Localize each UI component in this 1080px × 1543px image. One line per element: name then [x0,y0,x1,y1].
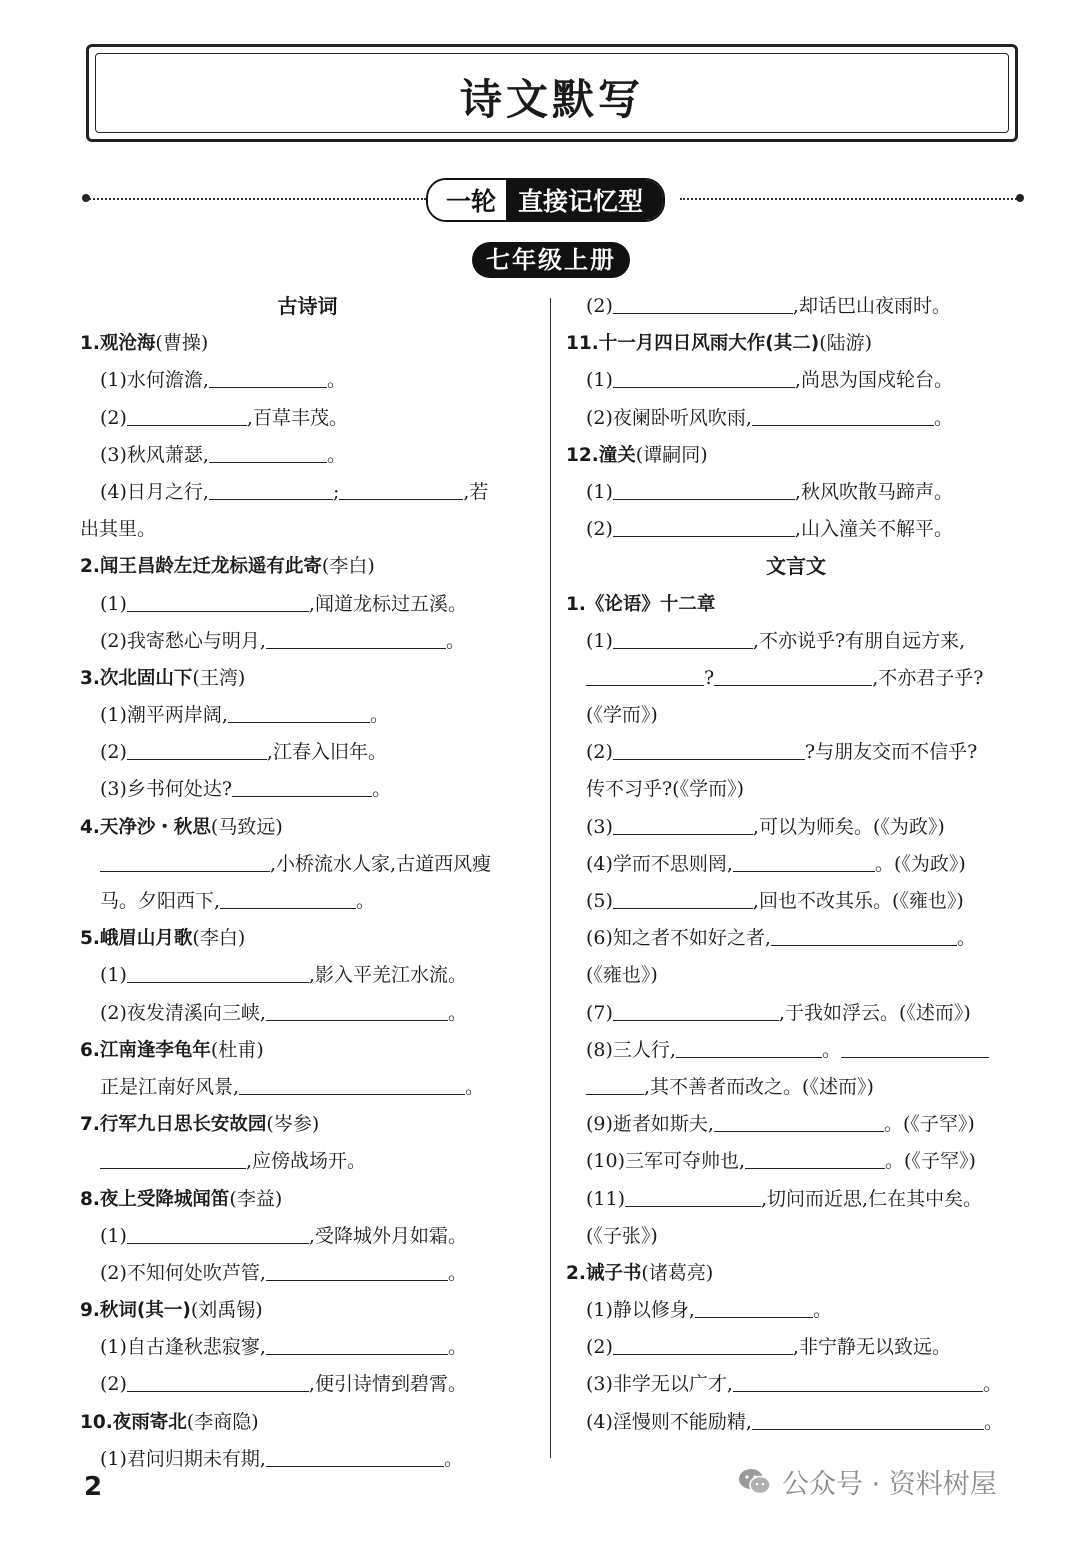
poem-title: 1.观沧海 [80,333,156,355]
fill-in-blank[interactable] [613,812,753,835]
poem-heading [566,1255,1026,1292]
exercise-line [80,734,535,771]
line-text: (2)夜发清溪向三峡, [100,1001,266,1024]
line-text: 。 [447,1001,467,1024]
fill-in-blank[interactable] [733,849,875,872]
line-text: (8)三人行, [586,1038,676,1061]
line-text: ,山入潼关不解平。 [794,518,953,541]
poem-author: (杜甫) [210,1038,264,1061]
line-text: 传不习乎?(《学而》) [586,778,745,801]
line-text: 。 [445,629,465,652]
line-text: ,却话巴山夜雨时。 [792,295,951,317]
poem-author: (李益) [229,1187,283,1210]
fill-in-blank[interactable] [625,1184,761,1207]
fill-in-blank[interactable] [127,403,247,426]
line-text: 。 [956,927,976,950]
exercise-line [80,846,535,883]
fill-in-blank[interactable] [695,1295,813,1318]
worksheet-page [28,20,1052,1530]
fill-in-blank[interactable] [127,960,309,983]
poem-author: (诸葛亮) [641,1261,714,1284]
line-text: ? [704,666,715,689]
line-text: 。 [812,1299,832,1322]
exercise-line [80,511,535,548]
line-text: (2) [586,1336,613,1359]
exercise-line [566,995,1026,1032]
line-text: (7) [586,1001,613,1024]
line-text: 。 [465,1075,485,1098]
wechat-icon [738,1467,772,1497]
exercise-line [566,1143,1026,1180]
exercise-line [80,995,535,1032]
poem-title: 2.闻王昌龄左迁龙标遥有此寄 [80,556,322,578]
poem-author: (李白) [192,927,246,950]
line-text: (1)潮平两岸阔, [100,704,228,727]
fill-in-blank[interactable] [733,1369,983,1392]
fill-in-blank[interactable] [239,1072,465,1095]
line-text: ,可以为师矣。(《为政》) [752,815,945,838]
exercise-line [566,1106,1026,1143]
section-heading [566,548,1026,585]
line-text: (9)逝者如斯夫, [586,1113,714,1136]
title-frame [86,44,1018,142]
line-text: (10)三军可夺帅也, [586,1150,746,1173]
column-divider [550,298,551,1458]
line-text: (1)静以修身, [586,1299,695,1322]
line-text: (1) [586,629,613,652]
line-text: (2)不知何处吹芦管, [100,1261,266,1284]
fill-in-blank[interactable] [266,998,448,1021]
exercise-line [80,400,535,437]
line-text: (3)秋风萧瑟, [100,443,209,466]
fill-in-blank[interactable] [613,886,753,909]
poem-title: 11.十一月四日风雨大作(其二) [566,333,820,355]
line-text: 。 [372,778,392,801]
line-text: (3)乡书何处达? [100,778,233,801]
poem-author: (王湾) [192,666,246,689]
exercise-line [566,660,1026,697]
page-title: 诗文默写 [459,75,644,124]
line-text: (4)学而不思则罔, [586,852,733,875]
line-text: ,非宁静无以致远。 [792,1336,951,1359]
exercise-line [80,437,535,474]
line-text: ,便引诗情到碧霄。 [308,1373,467,1396]
line-text: (2) [100,741,127,764]
line-text: 。 [447,1336,467,1359]
line-text: 出其里。 [80,518,157,541]
exercise-line [80,1069,535,1106]
exercise-line [566,362,1026,399]
line-text: 文言文 [766,554,826,579]
exercise-line [566,957,1026,994]
fill-in-blank[interactable] [752,1407,984,1430]
section-heading [80,288,535,325]
fill-in-blank[interactable] [100,1146,246,1169]
exercise-line [566,623,1026,660]
poem-author: (李商隐) [186,1410,259,1433]
exercise-line [566,809,1026,846]
line-text: ,影入平羌江水流。 [308,964,467,987]
exercise-line [566,771,1026,808]
exercise-line [80,1255,535,1292]
line-text: 。 [443,1447,463,1470]
poem-title: 12.潼关 [566,444,636,466]
line-text: 古诗词 [277,294,338,318]
watermark-text: 公众号 · 资料树屋 [782,1469,997,1500]
exercise-line [80,362,535,399]
poem-heading [80,1292,535,1329]
exercise-line [566,1032,1026,1069]
line-text: (5) [586,890,613,912]
line-text: ,切问而近思,仁在其中矣。 [761,1187,983,1210]
line-text: (1)君问归期未有期, [100,1447,266,1470]
line-text: 。 [356,890,376,912]
line-text: 。 [447,1261,467,1284]
line-text: ,若 [463,480,489,503]
poem-author: (陆游) [819,332,873,355]
line-text: (1)自古逢秋悲寂寥, [100,1336,266,1359]
fill-in-blank[interactable] [232,774,372,797]
poem-author: (刘禹锡) [190,1299,263,1322]
fill-in-blank[interactable] [127,1369,309,1392]
line-text: (2) [586,741,613,764]
exercise-line [566,920,1026,957]
fill-in-blank[interactable] [613,1332,793,1355]
line-text: ,江春入旧年。 [266,741,387,764]
line-text: ,其不善者而改之。(《述而》) [644,1075,874,1098]
page-number: 2 [84,1472,103,1502]
line-text: ?与朋友交而不信乎? [804,741,978,764]
fill-in-blank[interactable] [339,477,463,500]
exercise-line [566,1366,1026,1403]
left-column [80,288,535,1478]
fill-in-blank[interactable] [127,589,309,612]
line-text: (1) [586,480,613,503]
fill-in-blank[interactable] [676,1035,822,1058]
line-text: ,小桥流水人家,古道西风瘦 [270,852,492,875]
poem-heading [80,325,535,362]
exercise-line [80,1366,535,1403]
round-label: 一轮 [428,180,506,220]
fill-in-blank[interactable] [209,440,327,463]
line-text: (《子张》) [586,1224,658,1247]
fill-in-blank[interactable] [714,1109,884,1132]
line-text: ,受降城外月如霜。 [308,1224,467,1247]
line-text: ,于我如浮云。(《述而》) [778,1001,971,1024]
poem-author: (李白) [321,555,375,578]
exercise-line [566,846,1026,883]
line-text: 。 [982,1373,1002,1396]
banner-left-line [86,198,426,200]
fill-in-blank[interactable] [586,1072,644,1095]
line-text: ,秋风吹散马蹄声。 [794,480,953,503]
fill-in-blank[interactable] [714,663,872,686]
fill-in-blank[interactable] [266,1332,448,1355]
line-text: (3)非学无以广才, [586,1373,733,1396]
line-text: (2)我寄愁心与明月, [100,629,266,652]
round-type-label: 直接记忆型 [506,180,663,220]
poem-author: (谭嗣同) [635,443,708,466]
exercise-line [80,1329,535,1366]
exercise-line [566,474,1026,511]
line-text: (4)淫慢则不能励精, [586,1410,752,1433]
poem-heading [80,1106,535,1143]
line-text: (11) [586,1187,626,1210]
line-text: 。 [933,406,953,429]
poem-title: 8.夜上受降城闻笛 [80,1188,230,1210]
exercise-line [566,288,1026,325]
line-text: (2) [586,518,613,541]
fill-in-blank[interactable] [613,514,795,537]
exercise-line [80,771,535,808]
poem-author: (岑参) [266,1113,320,1136]
line-text: ,不亦说乎?有朋自远方来, [752,629,966,652]
poem-heading [566,437,1026,474]
fill-in-blank[interactable] [745,1146,885,1169]
line-text: (1) [100,964,127,987]
line-text: ,应傍战场开。 [246,1150,367,1173]
exercise-line [80,1143,535,1180]
exercise-line [80,474,535,511]
grade-badge: 七年级上册 [472,242,630,278]
line-text: ,闻道龙标过五溪。 [308,592,467,615]
poem-title: 1.《论语》十二章 [566,593,716,615]
line-text: (《雍也》) [586,964,658,987]
exercise-line [80,1441,535,1478]
exercise-line [566,511,1026,548]
round-banner [426,178,665,222]
fill-in-blank[interactable] [100,849,270,872]
line-text: 。 [983,1410,1003,1433]
poem-title: 5.峨眉山月歌 [80,928,193,950]
poem-heading [80,809,535,846]
banner-right-dot [1016,194,1024,202]
poem-heading [80,1181,535,1218]
poem-title: 7.行军九日思长安故园 [80,1114,267,1136]
fill-in-blank[interactable] [613,365,795,388]
fill-in-blank[interactable] [771,923,957,946]
fill-in-blank[interactable] [266,1444,444,1467]
exercise-line [80,1218,535,1255]
line-text: 。 [821,1038,841,1061]
exercise-line [80,586,535,623]
exercise-line [80,623,535,660]
line-text: (《学而》) [586,704,658,727]
banner-right-line [680,198,1020,200]
fill-in-blank[interactable] [209,365,327,388]
line-text: (1)水何澹澹, [100,369,209,392]
exercise-line [566,1292,1026,1329]
line-text: (2)夜阑卧听风吹雨, [586,406,752,429]
watermark [738,1462,997,1501]
fill-in-blank[interactable] [613,291,793,314]
fill-in-blank[interactable] [266,1258,448,1281]
fill-in-blank[interactable] [613,737,805,760]
line-text: (3) [586,815,613,838]
poem-heading [80,920,535,957]
fill-in-blank[interactable] [752,403,934,426]
fill-in-blank[interactable] [841,1035,989,1058]
fill-in-blank[interactable] [613,998,779,1021]
fill-in-blank[interactable] [586,663,704,686]
poem-author: (马致远) [210,815,283,838]
poem-heading [80,548,535,585]
line-text: ,回也不改其乐。(《雍也》) [752,890,964,912]
line-text: (1) [586,369,613,392]
line-text: 。 [326,369,346,392]
fill-in-blank[interactable] [209,477,333,500]
poem-heading [566,586,1026,623]
exercise-line [80,883,535,920]
poem-title: 4.天净沙・秋思 [80,816,211,838]
line-text: ; [332,480,340,503]
line-text: (2) [100,1373,127,1396]
fill-in-blank[interactable] [613,626,753,649]
line-text: 马。夕阳西下, [100,890,221,912]
poem-heading [566,325,1026,362]
line-text: 。 [326,443,346,466]
line-text: (2) [586,295,613,317]
poem-author: (曹操) [155,332,209,355]
line-text: 。(《子罕》) [885,1150,976,1173]
exercise-line [566,734,1026,771]
poem-title: 2.诫子书 [566,1262,642,1284]
line-text: (6)知之者不如好之者, [586,927,771,950]
right-column [566,288,1026,1441]
line-text: 正是江南好风景, [100,1075,240,1098]
line-text: ,尚思为国戍轮台。 [794,369,953,392]
exercise-line [566,400,1026,437]
line-text: ,不亦君子乎? [872,666,984,689]
fill-in-blank[interactable] [228,700,370,723]
exercise-line [80,957,535,994]
fill-in-blank[interactable] [127,1221,309,1244]
line-text: ,百草丰茂。 [246,406,348,429]
exercise-line [566,1404,1026,1441]
exercise-line [566,1218,1026,1255]
exercise-line [566,697,1026,734]
line-text: (1) [100,592,127,615]
exercise-line [566,883,1026,920]
poem-title: 3.次北固山下 [80,667,193,689]
fill-in-blank[interactable] [220,886,356,909]
exercise-line [566,1329,1026,1366]
line-text: (4)日月之行, [100,480,209,503]
line-text: 。(《为政》) [874,852,966,875]
line-text: 。(《子罕》) [883,1113,975,1136]
fill-in-blank[interactable] [127,737,267,760]
poem-heading [80,1032,535,1069]
line-text: (1) [100,1224,127,1247]
line-text: (2) [100,406,127,429]
poem-heading [80,1404,535,1441]
fill-in-blank[interactable] [613,477,795,500]
exercise-line [566,1181,1026,1218]
poem-title: 9.秋词(其一) [80,1300,191,1322]
exercise-line [80,697,535,734]
line-text: 。 [369,704,389,727]
exercise-line [566,1069,1026,1106]
poem-title: 10.夜雨寄北 [80,1411,187,1433]
poem-title: 6.江南逢李龟年 [80,1039,211,1061]
poem-heading [80,660,535,697]
fill-in-blank[interactable] [266,626,446,649]
